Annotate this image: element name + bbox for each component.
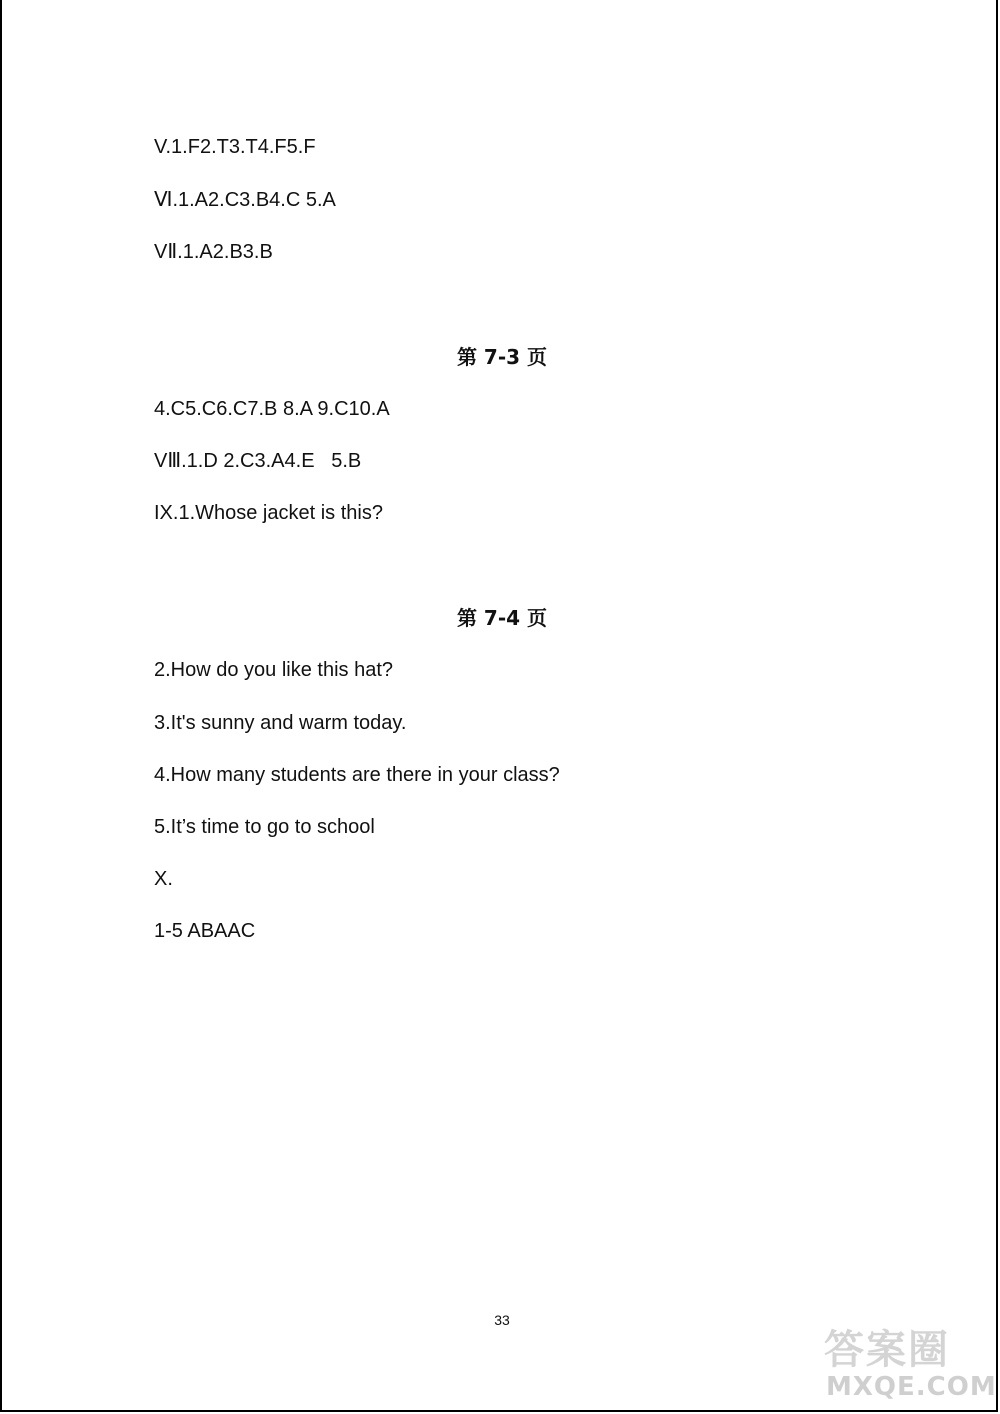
answer-line: Ⅵ.1.A2.C3.B4.C 5.A [154,189,336,211]
watermark-bottom-text: MXQE.COM [826,1372,997,1402]
answer-line: 3.It's sunny and warm today. [154,712,407,734]
answer-line: VⅢ.1.D 2.C3.A4.E 5.B [154,450,362,472]
answer-line: VⅡ.1.A2.B3.B [154,241,273,263]
answer-line: 4.C5.C6.C7.B 8.A 9.C10.A [154,398,390,420]
section-heading-7-4: 第 7-4 页 [456,606,548,630]
answer-line: V.1.F2.T3.T4.F5.F [154,136,316,158]
answer-line: 2.How do you like this hat? [154,659,394,681]
section-heading-7-3: 第 7-3 页 [456,345,548,369]
answer-line: IX.1.Whose jacket is this? [154,502,383,524]
answer-line: 4.How many students are there in your class? [154,764,560,786]
page-number: 33 [494,1312,510,1328]
answer-line: X. [154,868,173,890]
answer-line: 5.It’s time to go to school [154,816,375,838]
watermark-logo [820,1318,997,1408]
answer-line: 1-5 ABAAC [154,920,256,942]
watermark-top-text: 答案圈 [824,1327,950,1373]
